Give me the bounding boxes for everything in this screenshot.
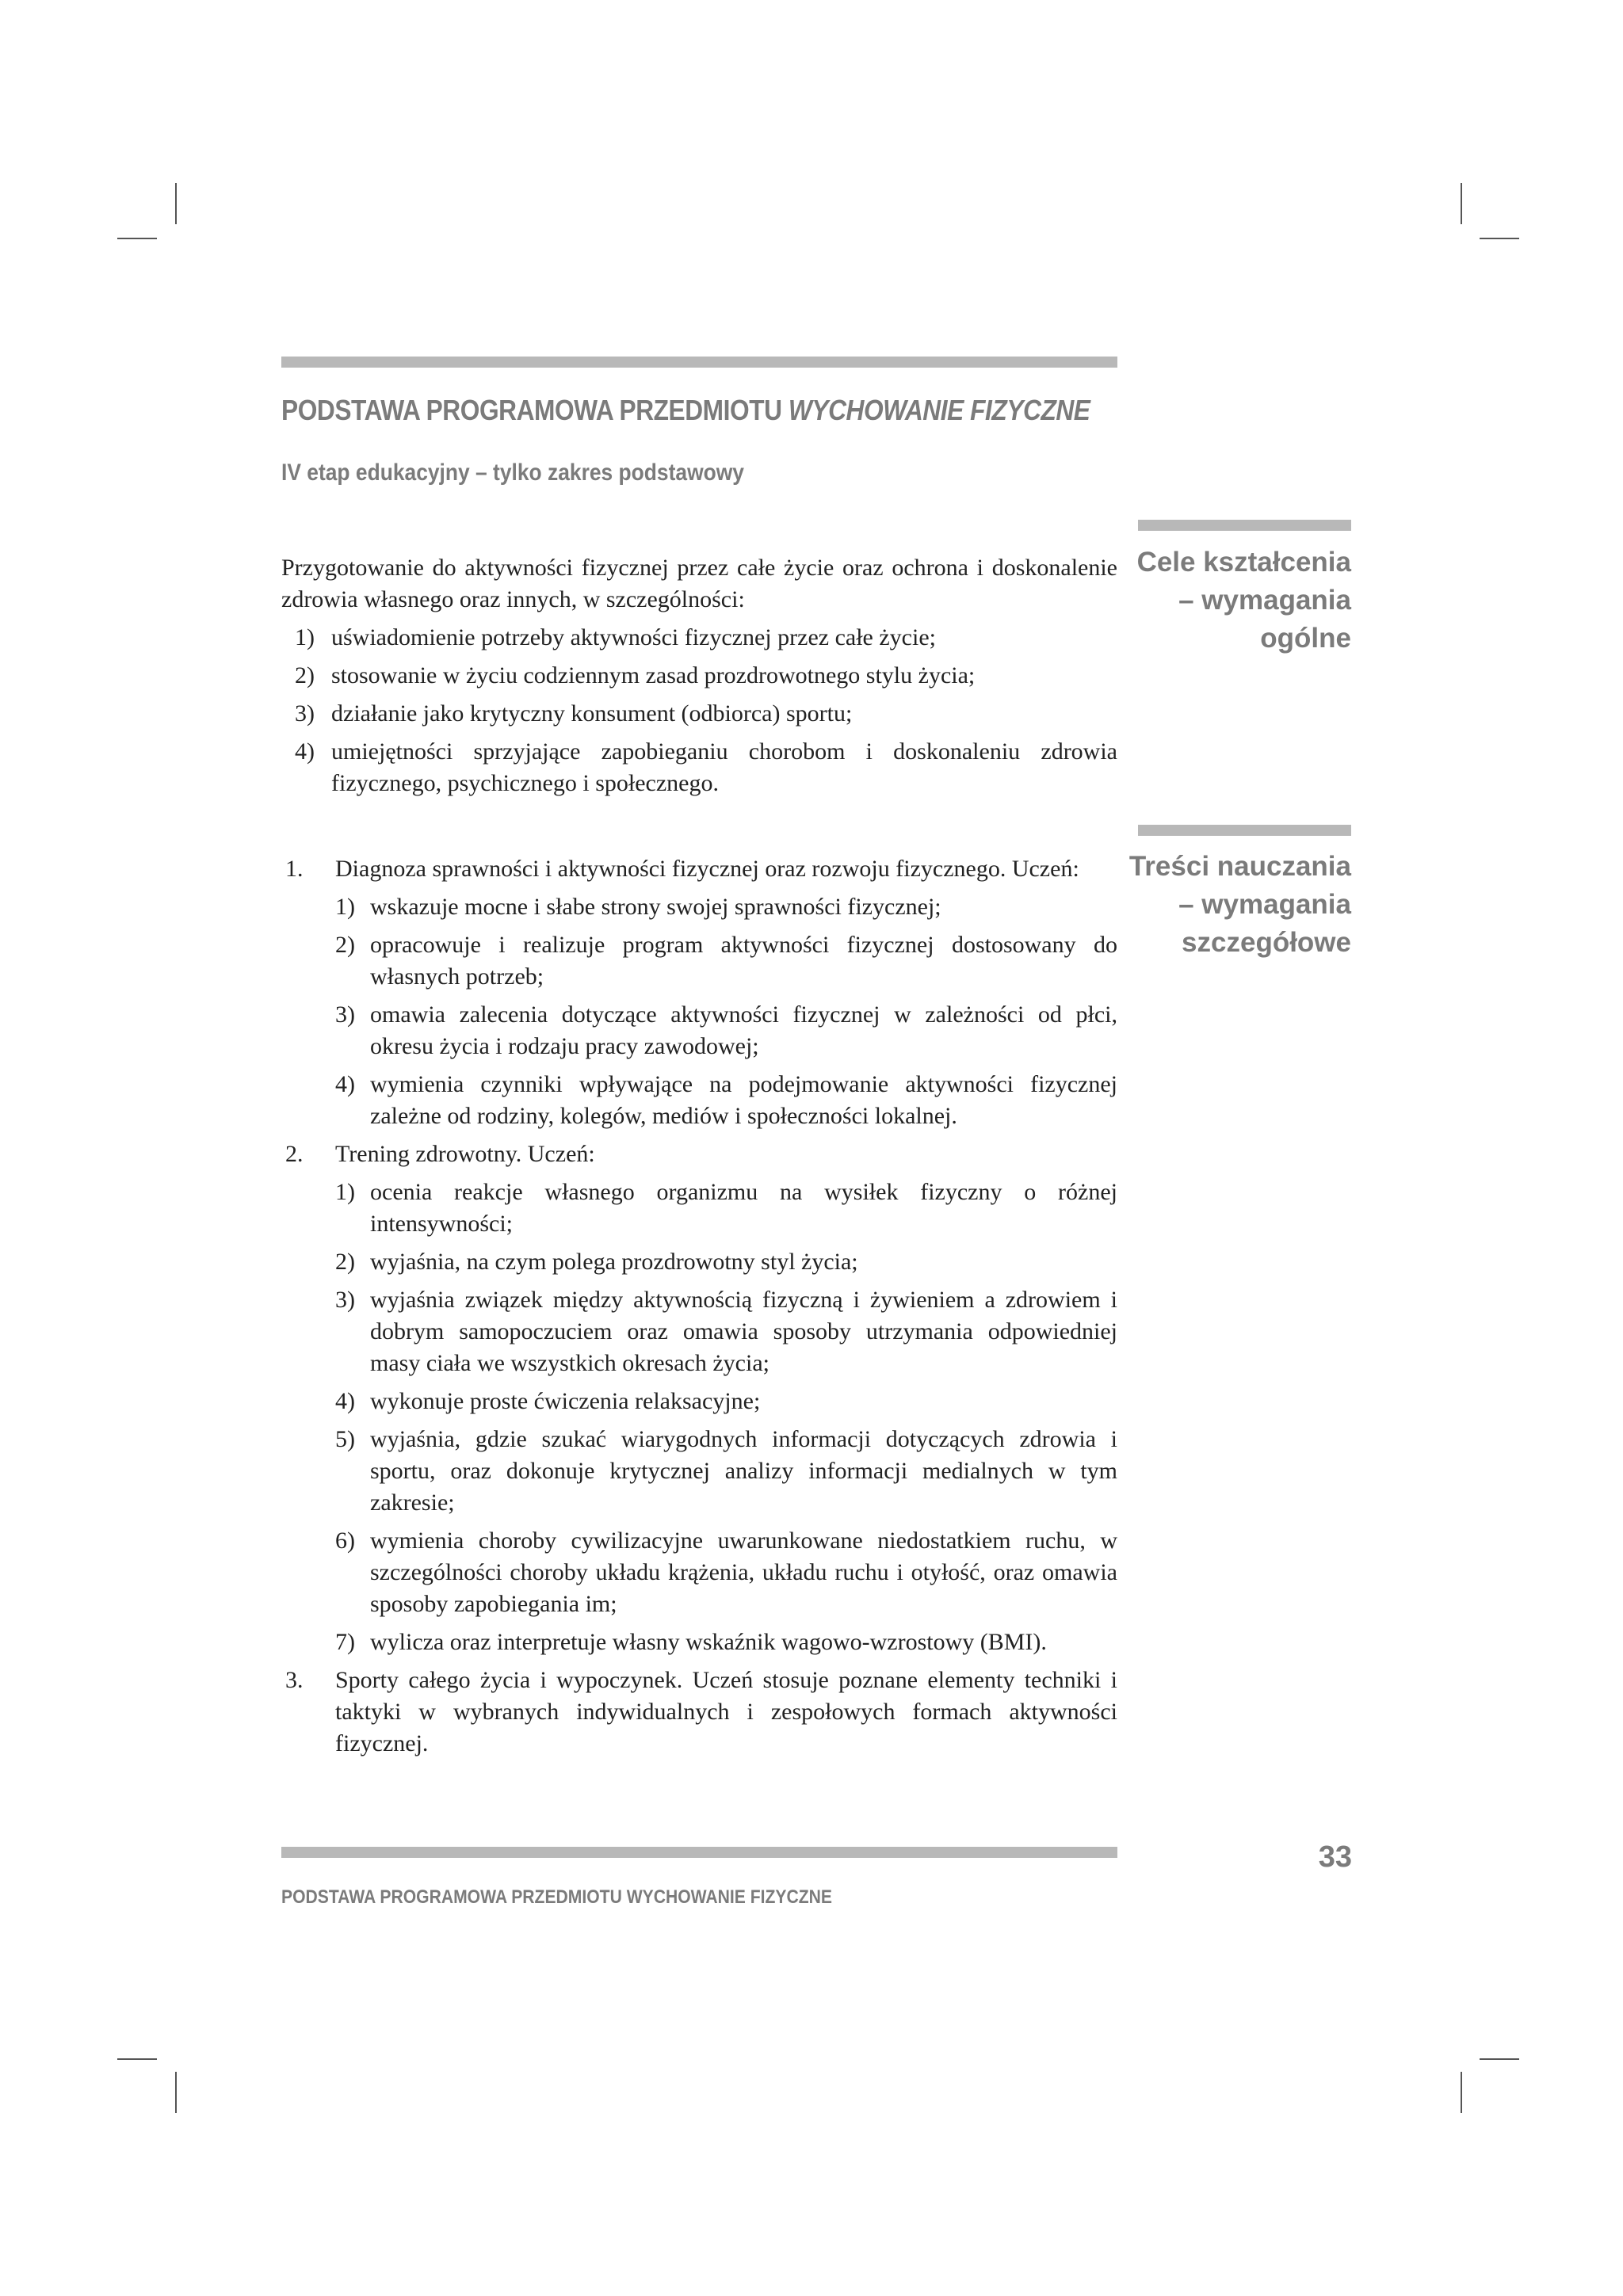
list-item: 1) uświadomienie potrzeby aktywności fizycznej przez całe życie;: [295, 624, 936, 650]
list-item: 4) wykonuje proste ćwiczenia relaksacyjne;: [335, 1388, 761, 1414]
list-item: 2) stosowanie w życiu codziennym zasad prozdrowotnego stylu życia;: [295, 662, 976, 688]
list-item: 5) wyjaśnia, gdzie szukać wiarygodnych informacji dotyczących zdrowia i sportu, oraz dokonuje krytycznej analizy informacji medialnych w tym zakresie;: [335, 1426, 1117, 1516]
section-item: 2. Trening zdrowotny. Uczeń: 1) ocenia reakcje własnego organizmu na wysiłek fizyczny o różnej intensywności; 2) wyjaśnia, na czym polega prozdrowotny styl życia; 3) wyjaśnia związek między aktywnością fizyczną i żywieniem a zdrowiem i dobrym samopoczuciem oraz omawia sposoby utrzymania odpowiedniej masy ciała we wszystkich okresach życia; 4) wykonuje proste ćwiczenia relaksacyjne; 5) wyjaśnia, gdzie szukać wiarygodnych informacji dotyczących zdrowia i sportu, oraz dokonuje krytycznej analizy informacji medialnych w tym zakresie; 6) wymienia choroby cywilizacyjne uwarunkowane niedostatkiem ruchu, w szczególności choroby układu krążenia, układu ruchu i otyłość, oraz omawia sposoby zapobiegania im; 7) wylicza oraz interpretuje własny wskaźnik wagowo-wzrostowy (BMI).: [284, 1138, 1117, 1658]
list-item: 2) wyjaśnia, na czym polega prozdrowotny styl życia;: [335, 1249, 858, 1275]
detailed-sections-list: [284, 853, 1117, 1760]
list-item: 1) ocenia reakcje własnego organizmu na wysiłek fizyczny o różnej intensywności;: [335, 1179, 1117, 1237]
crop-mark-top-left-horizontal: [117, 238, 157, 239]
general-goals-list: [281, 622, 1117, 799]
crop-mark-top-right-vertical: [1461, 183, 1462, 224]
general-goals-section: [281, 552, 1117, 806]
detailed-heading-rule: [1138, 825, 1351, 836]
header-rule: [281, 357, 1117, 368]
list-item: 6) wymienia choroby cywilizacyjne uwarunkowane niedostatkiem ruchu, w szczególności choroby układu krążenia, układu ruchu i otyłość, oraz omawia sposoby zapobiegania im;: [335, 1527, 1117, 1617]
footer-rule: [281, 1847, 1117, 1858]
crop-mark-bottom-left-vertical: [175, 2072, 177, 2113]
page-title: PODSTAWA PROGRAMOWA PRZEDMIOTU WYCHOWANIE FIZYCZNE: [281, 394, 1090, 426]
running-footer: PODSTAWA PROGRAMOWA PRZEDMIOTU WYCHOWANIE FIZYCZNE: [281, 1886, 832, 1908]
list-item: 3) działanie jako krytyczny konsument (odbiorca) sportu;: [295, 700, 853, 727]
general-heading-rule: [1138, 520, 1351, 531]
page-number: 33: [1318, 1840, 1352, 1874]
list-item: 4) wymienia czynniki wpływające na podejmowanie aktywności fizycznej zależne od rodziny, kolegów, mediów i społeczności lokalnej.: [335, 1071, 1117, 1129]
general-goals-heading: Cele kształcenia – wymagania ogólne: [1136, 547, 1351, 654]
section-1-items: [335, 891, 1117, 1132]
page-subtitle: IV etap edukacyjny – tylko zakres podstawowy: [281, 460, 744, 486]
crop-mark-top-right-horizontal: [1480, 238, 1519, 239]
crop-mark-bottom-left-horizontal: [117, 2058, 157, 2060]
general-goals-intro: Przygotowanie do aktywności fizycznej przez całe życie oraz ochrona i doskonalenie zdrowia własnego oraz innych, w szczególności:: [281, 555, 1117, 612]
section-item: 3. Sporty całego życia i wypoczynek. Uczeń stosuje poznane elementy techniki i taktyki w wybranych indywidualnych i zespołowych formach aktywności fizycznej.: [285, 1667, 1117, 1756]
crop-mark-bottom-right-horizontal: [1480, 2058, 1519, 2060]
crop-mark-top-left-vertical: [175, 183, 177, 224]
list-item: 3) wyjaśnia związek między aktywnością fizyczną i żywieniem a zdrowiem i dobrym samopoczuciem oraz omawia sposoby utrzymania odpowiedniej masy ciała we wszystkich okresach życia;: [335, 1287, 1117, 1376]
list-item: 7) wylicza oraz interpretuje własny wskaźnik wagowo-wzrostowy (BMI).: [335, 1629, 1047, 1655]
list-item: 2) opracowuje i realizuje program aktywności fizycznej dostosowany do własnych potrzeb;: [335, 932, 1117, 990]
section-item: 1. Diagnoza sprawności i aktywności fizycznej oraz rozwoju fizycznego. Uczeń: 1) wskazuje mocne i słabe strony swojej sprawności fizycznej; 2) opracowuje i realizuje program aktywności fizycznej dostosowany do własnych potrzeb; 3) omawia zalecenia dotyczące aktywności fizycznej w zależności od płci, okresu życia i rodzaju pracy zawodowej; 4) wymienia czynniki wpływające na podejmowanie aktywności fizycznej zależne od rodziny, kolegów, mediów i społeczności lokalnej.: [284, 853, 1117, 1132]
list-item: 3) omawia zalecenia dotyczące aktywności fizycznej w zależności od płci, okresu życia i rodzaju pracy zawodowej;: [335, 1001, 1117, 1059]
list-item: 1) wskazuje mocne i słabe strony swojej sprawności fizycznej;: [335, 894, 941, 920]
page-title-subject: WYCHOWANIE FIZYCZNE: [788, 394, 1090, 426]
detailed-content-section: [284, 853, 1117, 1766]
section-2-items: [335, 1177, 1117, 1658]
list-item: 4) umiejętności sprzyjające zapobieganiu chorobom i doskonaleniu zdrowia fizycznego, psychicznego i społecznego.: [295, 738, 1117, 796]
crop-mark-bottom-right-vertical: [1461, 2072, 1462, 2113]
detailed-content-heading: Treści nauczania – wymagania szczegółowe: [1128, 851, 1351, 958]
